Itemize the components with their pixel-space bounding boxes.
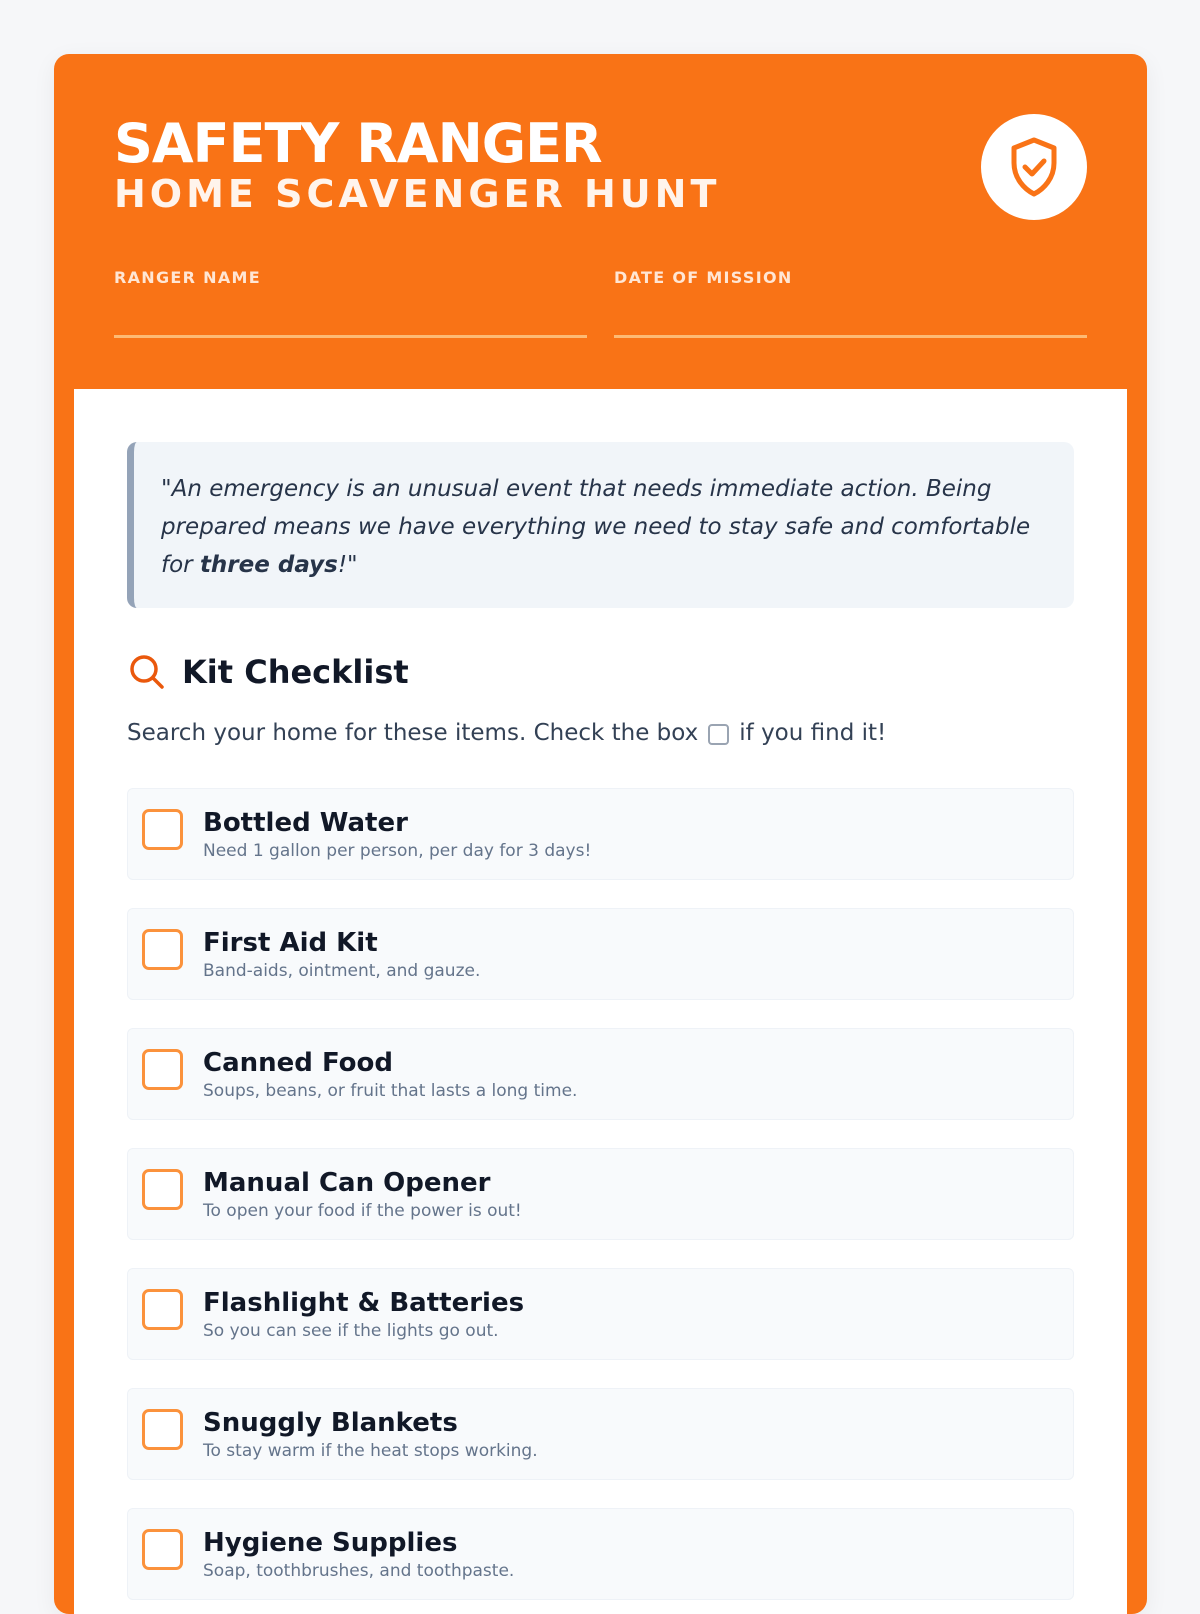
kit-checklist-title: Kit Checklist (182, 653, 409, 691)
item-title: Snuggly Blankets (203, 1408, 458, 1438)
item-description: Need 1 gallon per person, per day for 3 days! (203, 841, 592, 861)
quote-text-start: "An emergency is an unusual event that needs immediate action. Being prepared means we have everything we need to stay safe and comfortable for (161, 476, 1031, 578)
preparedness-quote (127, 442, 1074, 608)
item-title: Canned Food (203, 1048, 393, 1078)
item-title: Bottled Water (203, 808, 408, 838)
checklist-item-canned-food[interactable] (127, 1028, 1074, 1120)
first-aid-kit-checkbox[interactable] (142, 929, 183, 970)
instructions-before-checkbox: Search your home for these items. Check the box (127, 720, 699, 746)
example-checkbox-icon (708, 724, 729, 745)
hygiene-supplies-checkbox[interactable] (142, 1529, 183, 1570)
canned-food-checkbox[interactable] (142, 1049, 183, 1090)
item-title: Manual Can Opener (203, 1168, 491, 1198)
mission-date-label: DATE OF MISSION (614, 268, 793, 287)
checklist-item-first-aid-kit[interactable] (127, 908, 1074, 1000)
worksheet-subtitle: HOME SCAVENGER HUNT (114, 172, 721, 216)
kit-checklist (127, 788, 1074, 1600)
item-description: To open your food if the power is out! (203, 1201, 522, 1221)
worksheet-header (54, 54, 1147, 389)
ranger-name-label: RANGER NAME (114, 268, 261, 287)
checklist-item-hygiene-supplies[interactable] (127, 1508, 1074, 1600)
shield-badge (981, 114, 1087, 220)
item-title: First Aid Kit (203, 928, 378, 958)
checklist-item-snuggly-blankets[interactable] (127, 1388, 1074, 1480)
item-description: To stay warm if the heat stops working. (203, 1441, 538, 1461)
worksheet-title: SAFETY RANGER (114, 112, 602, 175)
checklist-instructions (127, 718, 1074, 748)
item-description: Soups, beans, or fruit that lasts a long time. (203, 1081, 578, 1101)
bottled-water-checkbox[interactable] (142, 809, 183, 850)
scavenger-hunt-worksheet (54, 54, 1147, 1614)
quote-text-end: !" (337, 552, 358, 578)
checklist-item-bottled-water[interactable] (127, 788, 1074, 880)
kit-checklist-heading (127, 652, 1074, 692)
checklist-item-manual-can-opener[interactable] (127, 1148, 1074, 1240)
item-title: Hygiene Supplies (203, 1528, 458, 1558)
shield-check-icon (1007, 136, 1061, 198)
item-title: Flashlight & Batteries (203, 1288, 525, 1318)
item-description: Soap, toothbrushes, and toothpaste. (203, 1561, 515, 1581)
mission-date-field[interactable] (614, 268, 1087, 338)
flashlight-batteries-checkbox[interactable] (142, 1289, 183, 1330)
item-description: Band-aids, ointment, and gauze. (203, 961, 481, 981)
mission-fields (114, 268, 1088, 338)
ranger-name-field[interactable] (114, 268, 587, 338)
checklist-item-flashlight-batteries[interactable] (127, 1268, 1074, 1360)
manual-can-opener-checkbox[interactable] (142, 1169, 183, 1210)
search-icon (128, 653, 166, 691)
item-description: So you can see if the lights go out. (203, 1321, 499, 1341)
instructions-after-checkbox: if you find it! (739, 720, 887, 746)
worksheet-content (74, 389, 1127, 1614)
quote-emphasis: three days (199, 552, 338, 578)
snuggly-blankets-checkbox[interactable] (142, 1409, 183, 1450)
